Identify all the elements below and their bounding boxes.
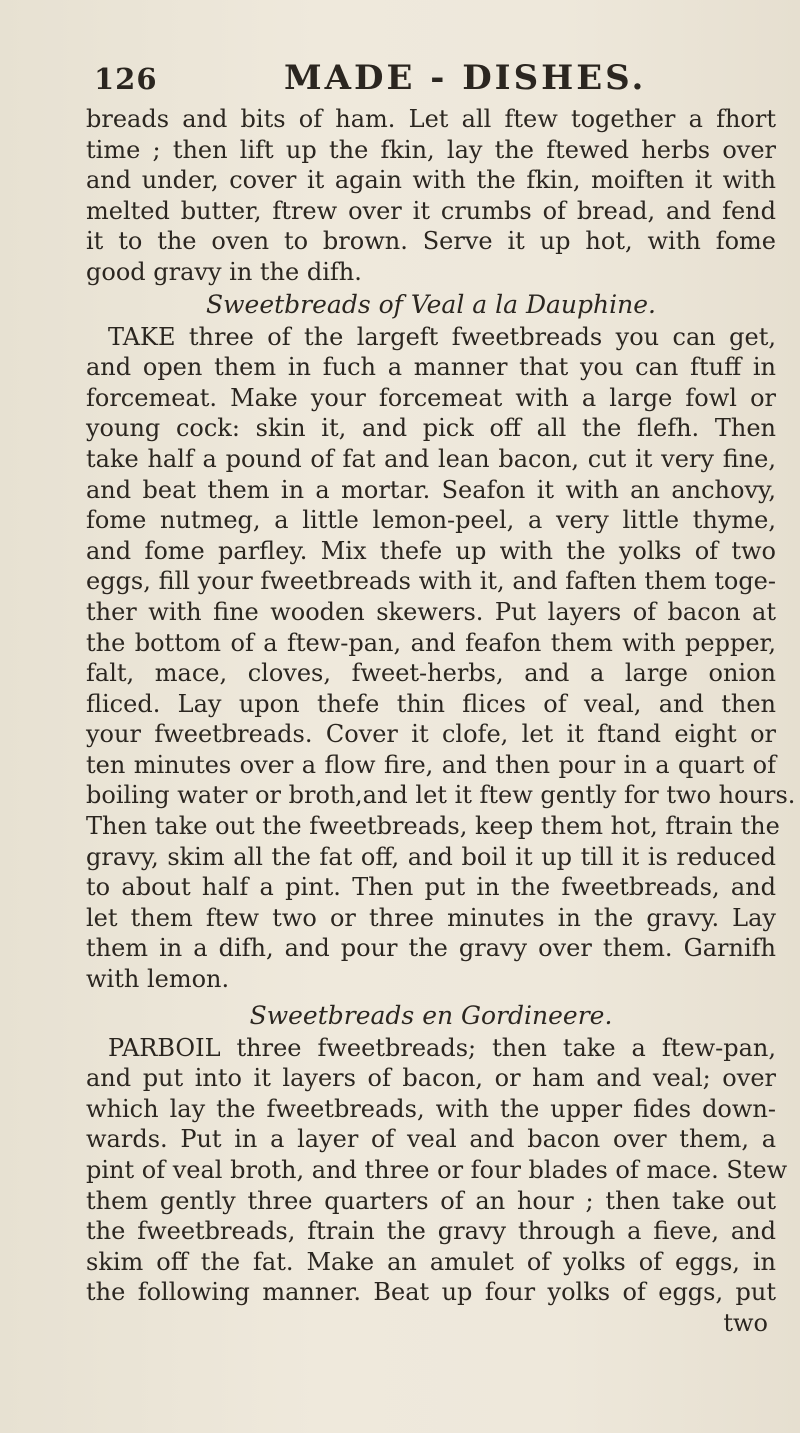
text-line: which lay the fweetbreads, with the upper fides down-: [86, 1094, 776, 1123]
text-line: skim off the fat. Make an amulet of yolks of eggs, in: [86, 1247, 776, 1276]
text-line: Then take out the fweetbreads, keep them hot, ftrain the: [86, 812, 780, 841]
catchword: two: [723, 1308, 768, 1337]
text-line: ten minutes over a flow fire, and then pour in a quart of: [86, 750, 776, 779]
recipe-dauphine: [86, 288, 796, 995]
text-line: falt, mace, cloves, fweet-herbs, and a large onion: [86, 659, 776, 688]
text-line: take half a pound of fat and lean bacon, cut it very fine,: [86, 444, 776, 473]
text-line: melted butter, ftrew over it crumbs of bread, and fend: [86, 196, 776, 225]
text-line: and under, cover it again with the fkin, moiften it with: [86, 166, 776, 195]
running-head: [94, 58, 744, 102]
text-line: time ; then lift up the fkin, lay the ftewed herbs over: [86, 135, 776, 164]
text-line: them gently three quarters of an hour ; then take out: [86, 1186, 776, 1215]
body-text: [86, 104, 796, 1338]
text-line: TAKE three of the largeft fweetbreads you can get,: [108, 322, 776, 351]
text-line: with lemon.: [86, 965, 230, 994]
text-line: the fweetbreads, ftrain the gravy through a fieve, and: [86, 1217, 776, 1246]
text-line: let them ftew two or three minutes in the gravy. Lay: [86, 903, 776, 932]
text-line: it to the oven to brown. Serve it up hot, with fome: [86, 227, 776, 256]
text-line: wards. Put in a layer of veal and bacon over them, a: [86, 1125, 776, 1154]
recipe-gordineere: [86, 999, 788, 1308]
text-line: the bottom of a ftew-pan, and feafon them with pepper,: [86, 628, 776, 657]
text-line: boiling water or broth,and let it ftew gently for two hours.: [86, 781, 796, 810]
text-line: young cock: skin it, and pick off all the flefh. Then: [86, 414, 776, 443]
text-line: the following manner. Beat up four yolks of eggs, put: [86, 1278, 776, 1307]
text-line: your fweetbreads. Cover it clofe, let it ftand eight or: [86, 720, 776, 749]
paragraph-continuation: [86, 104, 776, 288]
text-line: PARBOIL three fweetbreads; then take a ftew-pan,: [108, 1033, 776, 1062]
text-line: and fome parfley. Mix thefe up with the yolks of two: [86, 536, 776, 565]
recipe-heading: Sweetbreads of Veal a la Dauphine.: [206, 289, 656, 319]
text-line: good gravy in the difh.: [86, 257, 362, 286]
text-line: and open them in fuch a manner that you can ftuff in: [86, 353, 776, 382]
text-line: fliced. Lay upon thefe thin flices of veal, and then: [86, 689, 776, 718]
recipe-heading: Sweetbreads en Gordineere.: [249, 1000, 613, 1030]
text-line: to about half a pint. Then put in the fweetbreads, and: [86, 873, 776, 902]
text-line: breads and bits of ham. Let all ftew together a fhort: [86, 105, 776, 133]
text-line: and put into it layers of bacon, or ham and veal; over: [86, 1064, 776, 1093]
text-line: them in a difh, and pour the gravy over them. Garnifh: [86, 934, 776, 963]
text-line: forcemeat. Make your forcemeat with a large fowl or: [86, 383, 776, 412]
running-title: MADE - DISHES.: [284, 58, 647, 98]
text-line: fome nutmeg, a little lemon-peel, a very little thyme,: [86, 506, 776, 535]
text-line: gravy, skim all the fat off, and boil it up till it is reduced: [86, 842, 776, 871]
text-line: ther with fine wooden skewers. Put layers of bacon at: [86, 597, 776, 626]
text-line: pint of veal broth, and three or four blades of mace. Stew: [86, 1156, 788, 1184]
text-line: eggs, fill your fweetbreads with it, and faften them toge-: [86, 567, 776, 596]
page-number: 126: [94, 62, 158, 96]
text-line: and beat them in a mortar. Seafon it with an anchovy,: [86, 475, 776, 504]
